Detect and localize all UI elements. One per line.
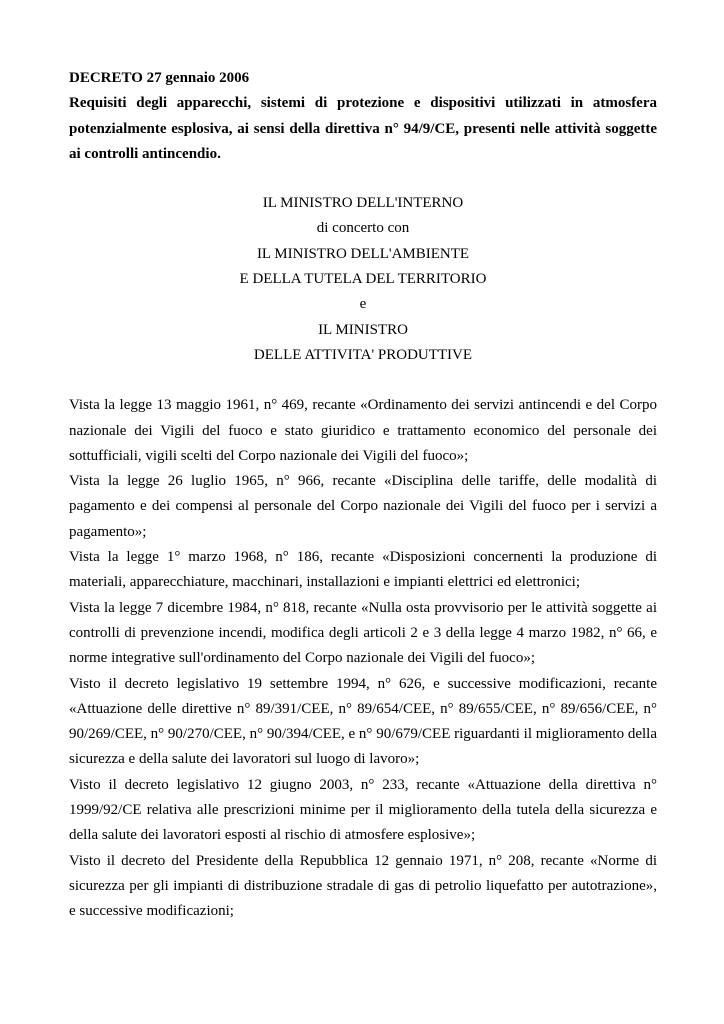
- issuer-line: E DELLA TUTELA DEL TERRITORIO: [239, 271, 487, 288]
- issuer-line: IL MINISTRO: [318, 321, 408, 338]
- decree-title: DECRETO 27 gennaio 2006: [69, 70, 250, 86]
- preamble-paragraph: Vista la legge 1° marzo 1968, n° 186, recante «Disposizioni concernenti la produzione di materiali, apparecchiature, macchinari, installazioni e impianti elettrici ed elettronici;: [69, 549, 657, 591]
- decree-subtitle: Requisiti degli apparecchi, sistemi di protezione e dispositivi utilizzati in atmosfera potenzialmente esplosiva, ai sensi della direttiva n° 94/9/CE, presenti nelle attività soggette ai controlli antincendio.: [69, 95, 657, 162]
- preamble-body: [69, 393, 657, 924]
- preamble-paragraph: Vista la legge 26 luglio 1965, n° 966, recante «Disciplina delle tariffe, delle modalità di pagamento e dei compensi al personale del Corpo nazionale dei Vigili del fuoco per i servizi a pagamento»;: [69, 473, 657, 540]
- preamble-paragraph: Visto il decreto del Presidente della Repubblica 12 gennaio 1971, n° 208, recante «Norme di sicurezza per gli impianti di distribuzione stradale di gas di petrolio liquefatto per autotrazione», e successive modificazioni;: [69, 852, 657, 920]
- document-page: [69, 66, 657, 925]
- preamble-paragraph: Vista la legge 13 maggio 1961, n° 469, recante «Ordinamento dei servizi antincendi e del Corpo nazionale dei Vigili del fuoco e stato giuridico e trattamento economico del personale dei sottufficiali, vigili scelti del Corpo nazionale dei Vigili del fuoco»;: [69, 397, 657, 464]
- issuer-line: e: [359, 296, 367, 313]
- issuer-line: DELLE ATTIVITA' PRODUTTIVE: [253, 346, 473, 363]
- issuer-line: IL MINISTRO DELL'INTERNO: [262, 195, 464, 212]
- preamble-paragraph: Visto il decreto legislativo 12 giugno 2003, n° 233, recante «Attuazione della direttiva n° 1999/92/CE relativa alle prescrizioni minime per il miglioramento della tutela della sicurezza e della salute dei lavoratori esposti al rischio di atmosfere esplosive»;: [69, 776, 657, 844]
- preamble-paragraph: Visto il decreto legislativo 19 settembre 1994, n° 626, e successive modificazioni, recante «Attuazione delle direttive n° 89/391/CEE, n° 89/654/CEE, n° 89/655/CEE, n° 89/656/CEE, n° 90/269/CEE, n° 90/270/CEE, n° 90/394/CEE, e n° 90/679/CEE riguardanti il miglioramento della sicurezza e della salute dei lavoratori sul luogo di lavoro»;: [69, 675, 657, 768]
- issuer-line: di concerto con: [316, 220, 410, 237]
- issuing-authorities: [69, 191, 657, 368]
- issuer-line: IL MINISTRO DELL'AMBIENTE: [256, 245, 470, 262]
- preamble-paragraph: Vista la legge 7 dicembre 1984, n° 818, recante «Nulla osta provvisorio per le attività soggette ai controlli di prevenzione incendi, modifica degli articoli 2 e 3 della legge 4 marzo 1982, n° 66, e norme integrative sull'ordinamento del Corpo nazionale dei Vigili del fuoco»;: [69, 599, 657, 667]
